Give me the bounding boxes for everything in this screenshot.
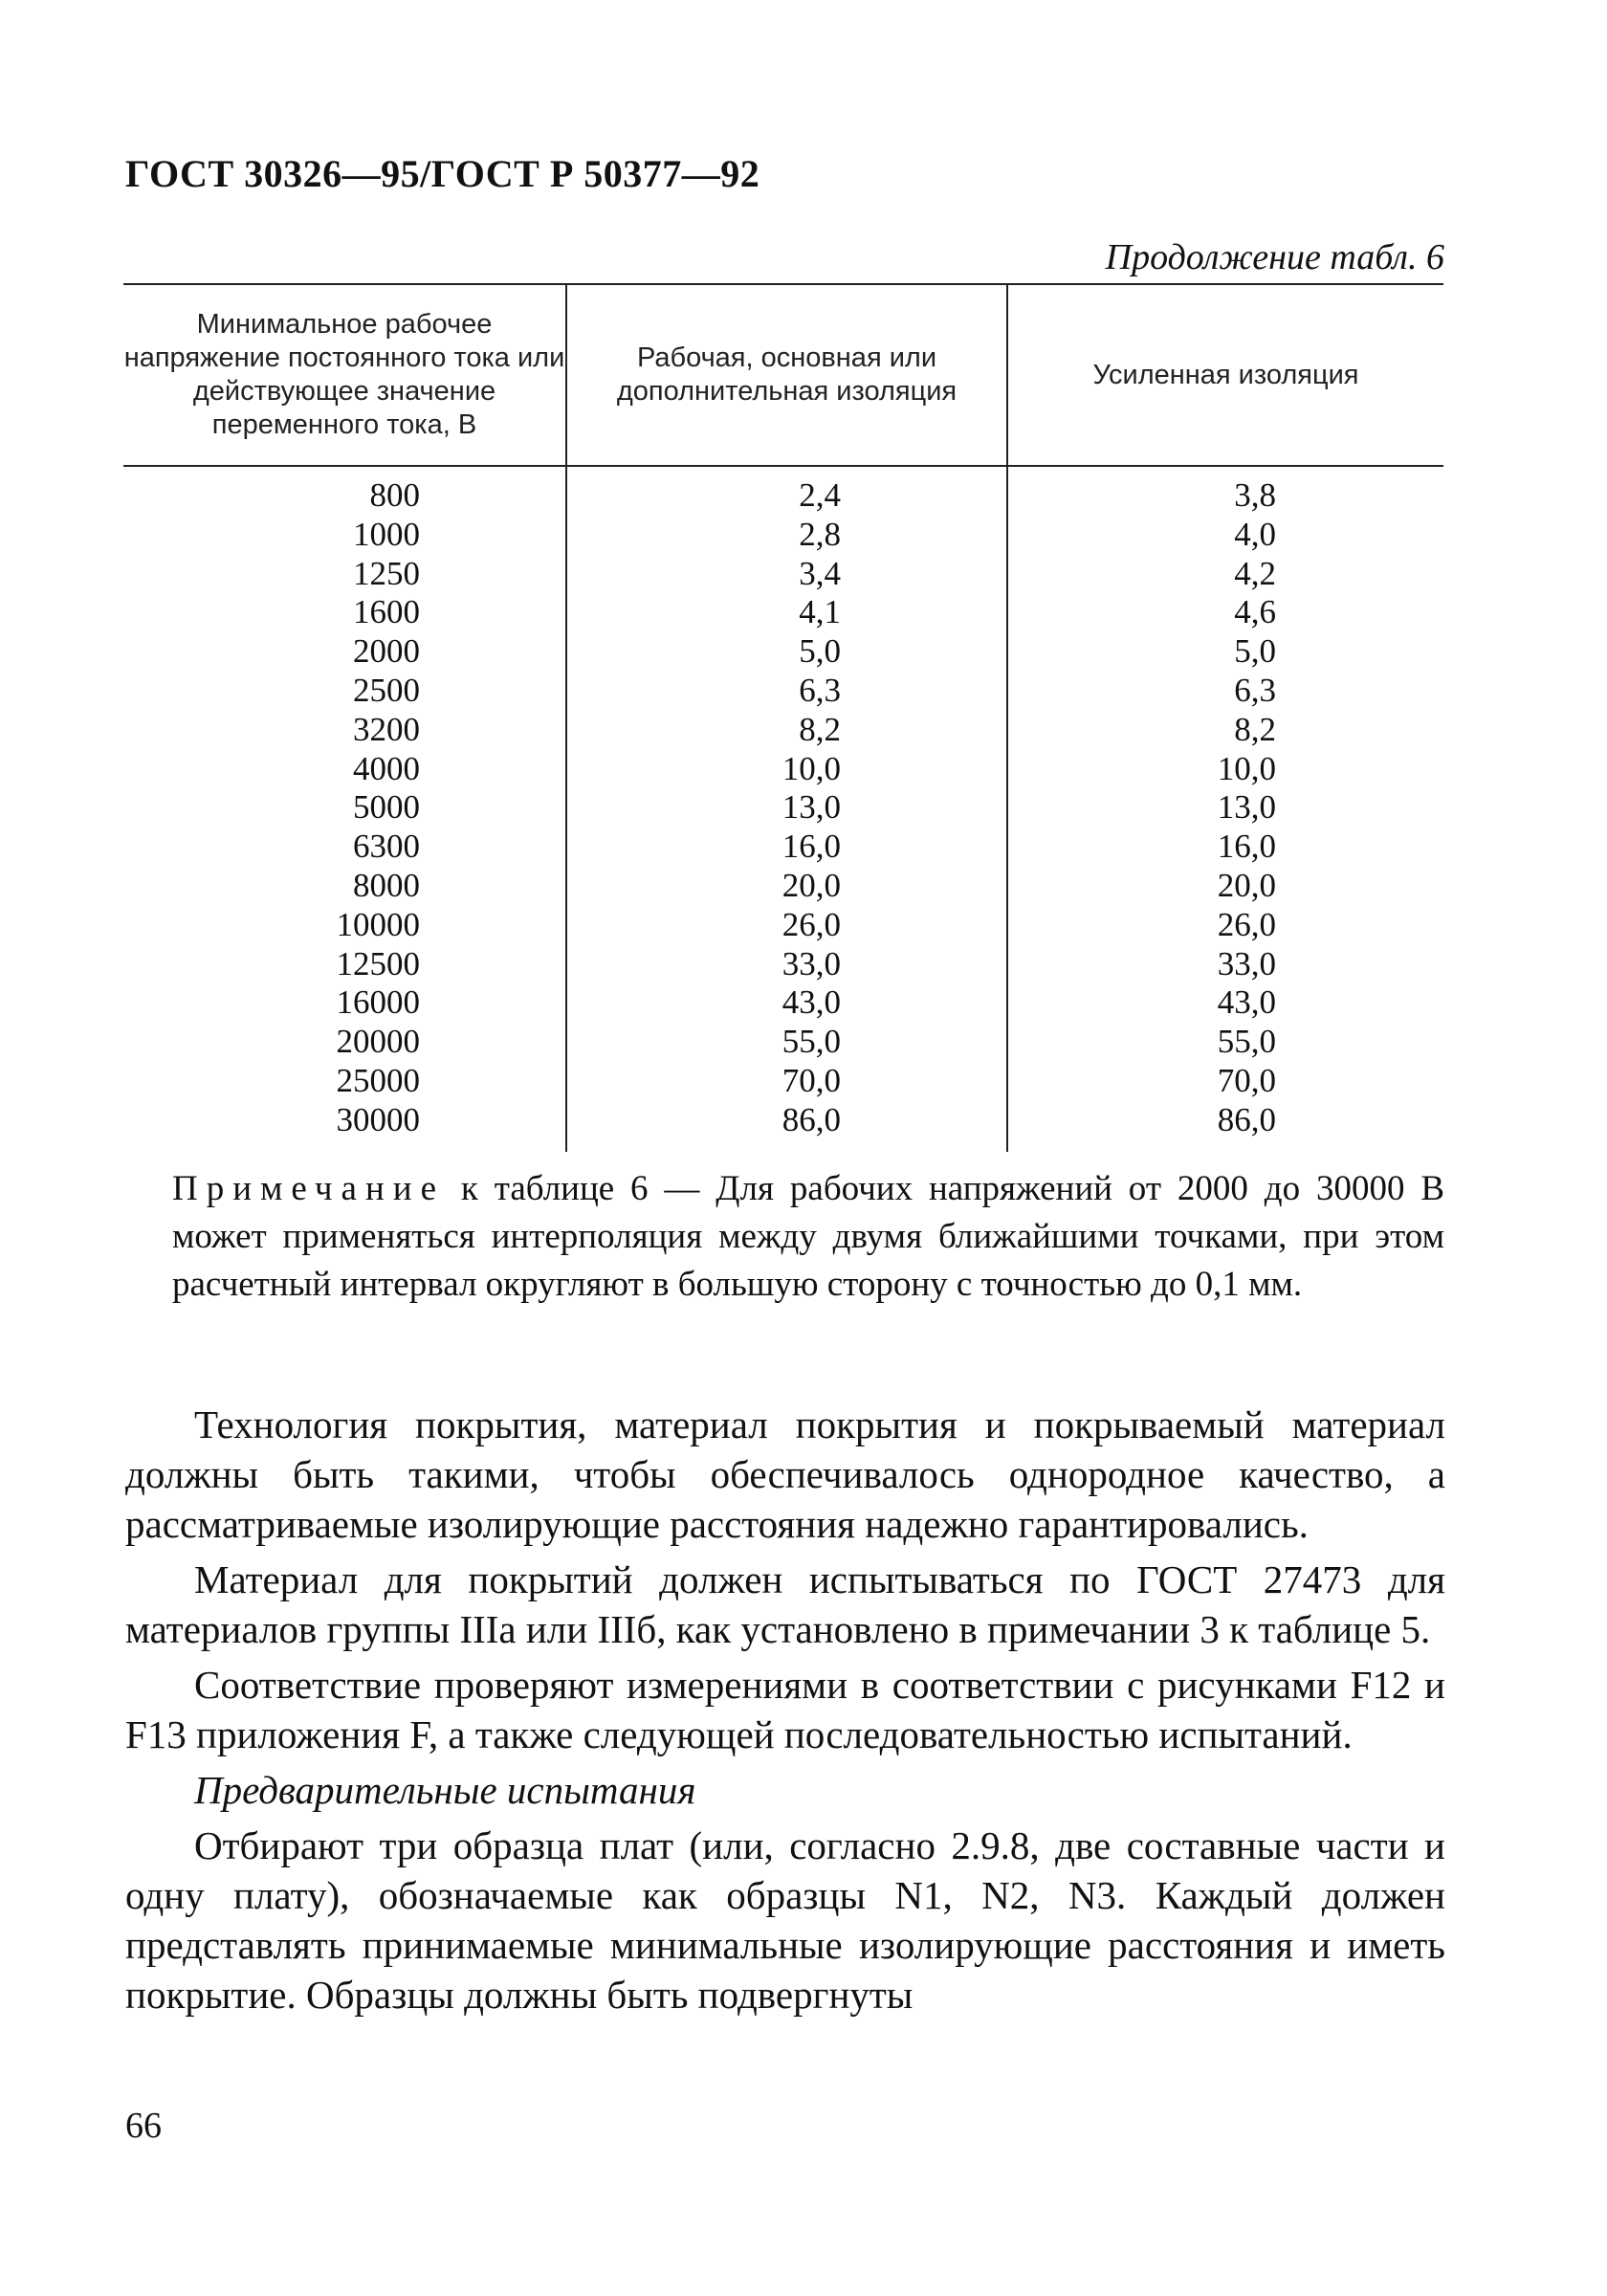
table-cell-reinforced-insulation: 10,0 [1217, 749, 1276, 787]
table-cell-voltage: 800 [369, 476, 420, 514]
column-header-reinforced-insulation: Усиленная изоляция [1092, 359, 1359, 390]
table-cell-voltage: 16000 [336, 983, 420, 1022]
table-cell-voltage: 8000 [353, 866, 420, 904]
table-cell-basic-insulation: 70,0 [781, 1061, 841, 1099]
table-note [172, 1165, 1444, 1309]
table-cell-basic-insulation: 55,0 [781, 1023, 841, 1061]
table-cell-voltage: 30000 [336, 1100, 420, 1138]
table-cell-voltage: 2000 [353, 632, 420, 671]
table-cell-reinforced-insulation: 6,3 [1234, 671, 1276, 709]
column-header-voltage: Минимальное рабочее напряжение постоянного тока или действующее значение переменного тока, В [123, 309, 565, 440]
table-cell-basic-insulation: 2,8 [799, 515, 841, 553]
table-cell-voltage: 25000 [336, 1061, 420, 1099]
table-cell-basic-insulation: 13,0 [781, 788, 841, 827]
document-header: ГОСТ 30326—95/ГОСТ Р 50377—92 [125, 152, 760, 195]
table-continuation-label: Продолжение табл. 6 [1105, 237, 1444, 277]
table-cell-voltage: 6300 [353, 828, 420, 866]
table-cell-voltage: 1600 [353, 593, 420, 631]
note-label: Примечание [172, 1169, 445, 1208]
table-cell-reinforced-insulation: 16,0 [1217, 828, 1276, 866]
table-cell-reinforced-insulation: 8,2 [1234, 710, 1276, 748]
table-cell-basic-insulation: 16,0 [781, 828, 841, 866]
table-cell-reinforced-insulation: 4,2 [1234, 554, 1276, 592]
table-cell-reinforced-insulation: 33,0 [1217, 944, 1276, 982]
note-text: к таблице 6 — Для рабочих напряжений от 2000 до 30000 В может применяться интерполяция между двумя ближайшими точками, при этом расчетный интервал округляют в большую сторону с точностью до 0,1 мм. [172, 1169, 1445, 1304]
table-cell-reinforced-insulation: 43,0 [1217, 983, 1276, 1022]
table-cell-reinforced-insulation: 86,0 [1217, 1100, 1276, 1138]
table-cell-reinforced-insulation: 70,0 [1217, 1061, 1276, 1099]
table-cell-reinforced-insulation: 20,0 [1217, 866, 1276, 904]
page-number: 66 [125, 2106, 162, 2146]
table-cell-voltage: 10000 [336, 905, 420, 943]
table-cell-reinforced-insulation: 4,6 [1234, 593, 1276, 631]
column-header-basic-insulation: Рабочая, основная или дополнительная изоляция [616, 342, 958, 407]
table-cell-basic-insulation: 2,4 [799, 476, 841, 514]
table-cell-basic-insulation: 26,0 [781, 905, 841, 943]
table-cell-reinforced-insulation: 5,0 [1234, 632, 1276, 671]
table-cell-voltage: 20000 [336, 1023, 420, 1061]
table-cell-voltage: 1250 [353, 554, 420, 592]
table-cell-reinforced-insulation: 55,0 [1217, 1023, 1276, 1061]
table-cell-reinforced-insulation: 4,0 [1234, 515, 1276, 553]
table-cell-reinforced-insulation: 26,0 [1217, 905, 1276, 943]
table-header-rule [123, 465, 1443, 467]
table-cell-voltage: 2500 [353, 671, 420, 709]
paragraph-coating-material-test: Материал для покрытий должен испытываться по ГОСТ 27473 для материалов группы IIIа или IIIб, как установлено в примечании 3 к таблице 5. [125, 1557, 1445, 1651]
table-top-rule [123, 283, 1443, 285]
table-cell-basic-insulation: 10,0 [781, 749, 841, 787]
table-cell-reinforced-insulation: 3,8 [1234, 476, 1276, 514]
column-reinforced-values [1171, 476, 1276, 1140]
table-cell-basic-insulation: 6,3 [799, 671, 841, 709]
table-cell-basic-insulation: 8,2 [799, 710, 841, 748]
section-heading-preliminary-tests: Предварительные испытания [194, 1768, 696, 1812]
table-cell-voltage: 3200 [353, 710, 420, 748]
table-cell-voltage: 5000 [353, 788, 420, 827]
table-cell-basic-insulation: 3,4 [799, 554, 841, 592]
paragraph-compliance-check: Соответствие проверяют измерениями в соответствии с рисунками F12 и F13 приложения F, а также следующей последовательностью испытаний. [125, 1663, 1445, 1756]
body-text [125, 1400, 1445, 2025]
paragraph-samples: Отбирают три образца плат (или, согласно 2.9.8, две составные части и одну плату), обозначаемые как образцы N1, N2, N3. Каждый должен представлять принимаемые минимальные изолирующие расстояния и иметь покрытие. Образцы должны быть подвергнуты [125, 1823, 1445, 2017]
table-cell-basic-insulation: 4,1 [799, 593, 841, 631]
column-basic-values [736, 476, 841, 1140]
table-cell-basic-insulation: 43,0 [781, 983, 841, 1022]
column-voltage-values [305, 476, 420, 1140]
table-cell-basic-insulation: 33,0 [781, 944, 841, 982]
table-cell-basic-insulation: 86,0 [781, 1100, 841, 1138]
table-cell-voltage: 4000 [353, 749, 420, 787]
paragraph-coating-technology: Технология покрытия, материал покрытия и покрываемый материал должны быть такими, чтобы обеспечивалось однородное качество, а рассматриваемые изолирующие расстояния надежно гарантировались. [125, 1402, 1445, 1546]
table-cell-basic-insulation: 5,0 [799, 632, 841, 671]
table-cell-basic-insulation: 20,0 [781, 866, 841, 904]
table-cell-voltage: 1000 [353, 515, 420, 553]
table-cell-reinforced-insulation: 13,0 [1217, 788, 1276, 827]
table-cell-voltage: 12500 [336, 944, 420, 982]
data-table [123, 283, 1443, 1152]
